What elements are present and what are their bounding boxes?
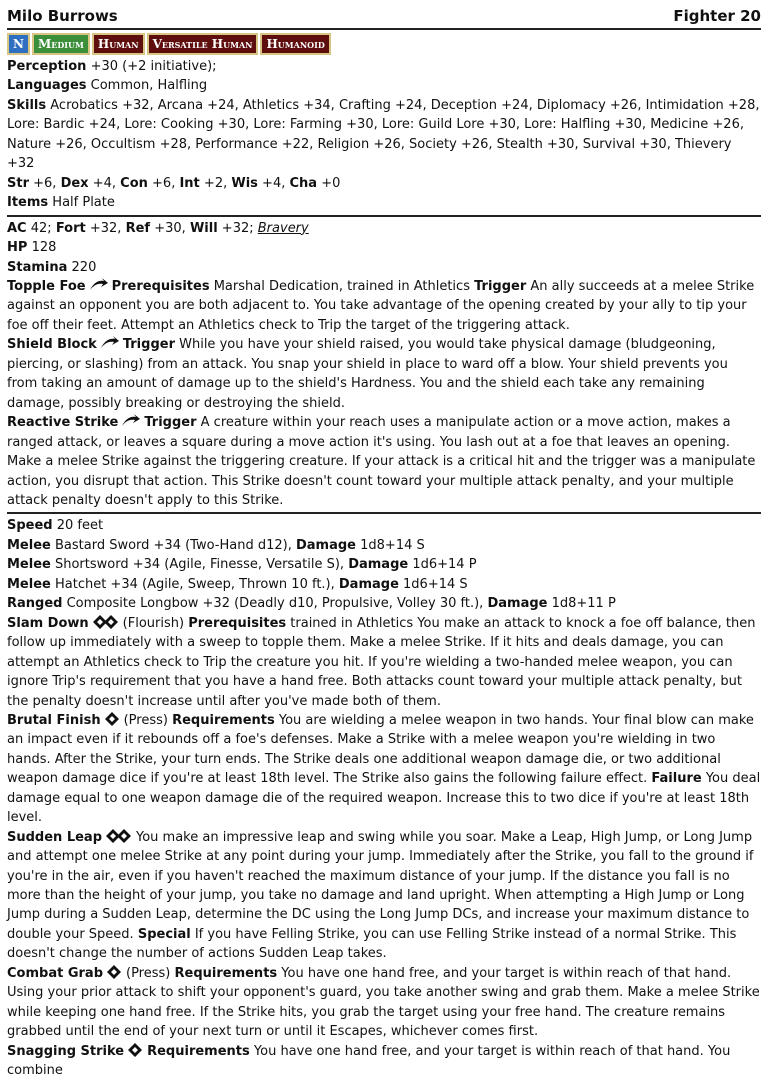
attack-line <box>7 594 761 613</box>
ability-keyword: Requirements <box>174 965 278 981</box>
ability-text: If you have Felling Strike, you can use Felling Strike instead of a normal Strike. This doesn't change the number of actions Sudden Leap takes. <box>7 926 737 962</box>
trait-alignment[interactable]: N <box>7 33 30 55</box>
one-action-icon <box>127 1042 144 1058</box>
ability-text: (Flourish) <box>122 615 189 631</box>
creature-name: Milo Burrows <box>7 7 118 25</box>
attack-text: Shortsword +34 (Agile, Finesse, Versatile S), <box>50 557 349 573</box>
attack-kind: Melee <box>7 576 51 592</box>
title-bar <box>7 6 761 30</box>
languages-line: Languages Common, Halfling <box>7 78 208 94</box>
ability-name: Combat Grab <box>7 965 103 981</box>
ability-text: A creature within your reach uses a manipulate action or a move action, makes a ranged attack, or leaves a square during a move action it's using. You lash out at a foe that leaves an opening. Make a melee Strike against the triggering creature. If your attack is a critical hit and the trigger was a manipulate action, you disrupt that action. This Strike doesn't count toward your multiple attack penalty, and your multiple attack penalty doesn't apply to this Strike. <box>7 415 756 508</box>
ability-text: You deal damage equal to one weapon damage die of the required weapon. Increase this to two dice if you're at least 18th level. <box>7 771 761 826</box>
stamina-line: Stamina 220 <box>7 259 97 275</box>
ability-sudden-leap <box>7 828 761 964</box>
attack-line <box>7 575 761 594</box>
damage-label: Damage <box>338 576 399 592</box>
ability-keyword: Failure <box>651 771 702 787</box>
action-list <box>7 614 761 1081</box>
attack-line <box>7 555 761 574</box>
attack-line <box>7 536 761 555</box>
ability-keyword: Trigger <box>474 278 527 294</box>
ability-shield-block <box>7 335 761 413</box>
trait-versatile-human[interactable]: Versatile Human <box>147 33 259 55</box>
damage-value: 1d8+14 S <box>356 537 425 553</box>
ability-text: trained in Athletics You make an attack to knock a foe off balance, then follow up immediately with a sweep to topple them. Make a melee Strike. If it hits and deals damage, you can attempt an Athletics check to Trip the creature you hit. If you're wielding a two-handed melee weapon, you can ignore Trip's requirement that you have a hand free. Both attacks count toward your multiple attack penalty, but the penalty doesn't increase until after you've made both of them. <box>7 615 756 709</box>
ability-text: An ally succeeds at a melee Strike against an opponent you are both adjacent to. You take advantage of the opening created by your ally to tip your foe off their feet. Attempt an Athletics check to Trip the target of the triggering attack. <box>7 278 755 333</box>
ability-keyword: Trigger <box>122 337 175 353</box>
items-line: Items Half Plate <box>7 195 115 211</box>
ability-name: Brutal Finish <box>7 712 101 728</box>
bravery-link[interactable]: Bravery <box>257 220 309 236</box>
attack-kind: Melee <box>7 537 51 553</box>
ability-reactive-strike <box>7 413 761 510</box>
ability-brutal-finish <box>7 711 761 828</box>
ability-keyword: Requirements <box>147 1043 250 1059</box>
ability-name: Slam Down <box>7 615 89 631</box>
reaction-icon <box>89 277 109 293</box>
trait-humanoid[interactable]: Humanoid <box>260 33 330 55</box>
attack-text: Composite Longbow +32 (Deadly d10, Propulsive, Volley 30 ft.), <box>62 596 488 612</box>
one-action-icon <box>104 711 121 727</box>
attack-kind: Ranged <box>7 596 63 612</box>
skills-line: Skills Acrobatics +32, Arcana +24, Athletics +34, Crafting +24, Deception +24, Diplomacy +26, Intimidation +28, Lore: Bardic +24, Lore: Cooking +30, Lore: Farming +30, Lore: Guild Lore +30, Lore: Halfling +30, Medicine +26, Nature +26, Occultism +28, Performance +22, Religion +26, Society +26, Stealth +30, Survival +30, Thievery +32 <box>7 97 760 172</box>
damage-label: Damage <box>487 596 548 612</box>
ability-name: Snagging Strike <box>7 1043 125 1059</box>
ability-text: Marshal Dedication, trained in Athletics <box>209 278 475 294</box>
reaction-icon <box>100 335 120 351</box>
defense-line: AC 42; Fort +32, Ref +30, Will +32; Bravery <box>7 220 309 236</box>
ability-keyword: Special <box>137 926 191 942</box>
ability-name: Sudden Leap <box>7 829 103 845</box>
ability-snagging-strike <box>7 1042 761 1081</box>
damage-label: Damage <box>348 557 409 573</box>
ability-slam-down <box>7 614 761 711</box>
damage-value: 1d6+14 S <box>398 576 468 592</box>
reaction-icon <box>121 413 141 429</box>
ability-combat-grab <box>7 964 761 1042</box>
damage-label: Damage <box>295 537 356 553</box>
ability-name: Reactive Strike <box>7 415 119 431</box>
ability-name: Shield Block <box>7 337 97 353</box>
ability-keyword: Prerequisites <box>188 615 287 631</box>
trait-list <box>7 33 761 55</box>
two-actions-icon <box>105 828 133 844</box>
hp-line: HP 128 <box>7 240 57 256</box>
attack-text: Bastard Sword +34 (Two-Hand d12), <box>50 537 296 553</box>
attack-text: Hatchet +34 (Agile, Sweep, Thrown 10 ft.), <box>50 576 339 592</box>
speed-line: Speed 20 feet <box>7 518 104 534</box>
damage-value: 1d8+11 P <box>547 596 616 612</box>
ability-name: Topple Foe <box>7 278 86 294</box>
ability-text: (Press) <box>126 965 175 981</box>
ability-text: While you have your shield raised, you would take physical damage (bludgeoning, piercing, or slashing) from an attack. You snap your shield in place to ward off a blow. Your shield prevents you from taking an amount of damage up to the shield's Hardness. You and the shield each take any remaining damage, possibly breaking or destroying the shield. <box>7 337 728 411</box>
attack-list <box>7 536 761 614</box>
attack-kind: Melee <box>7 557 51 573</box>
ability-topple-foe <box>7 277 761 335</box>
ability-text: You make an impressive leap and swing while you soar. Make a Leap, High Jump, or Long Jump and attempt one melee Strike at any point during your jump. Immediately after the Strike, you fall to the ground if you're in the air, even if you haven't reached the maximum distance of your jump. If the distance you fall is no more than the height of your jump, you take no damage and land upright. When attempting a High Jump or Long Jump during a Sudden Leap, determine the DC using the Long Jump DCs, and increase your maximum distance to double your Speed. <box>7 829 754 942</box>
perception-line: Perception +30 (+2 initiative); <box>7 59 217 74</box>
divider <box>7 512 761 514</box>
trait-size[interactable]: Medium <box>32 33 90 55</box>
reaction-list <box>7 277 761 510</box>
damage-value: 1d6+14 P <box>408 557 477 573</box>
two-actions-icon <box>92 614 120 630</box>
one-action-icon <box>106 964 123 980</box>
ability-keyword: Trigger <box>144 415 197 431</box>
ability-text: You are wielding a melee weapon in two hands. Your final blow can make an impact even if it rebounds off a foe's defenses. Make a Strike with a melee weapon you're wielding in two hands. After the Strike, your turn ends. The Strike deals one additional weapon damage die, or two additional weapon damage dice if you're at least 18th level. The Strike also gains the following failure effect. <box>7 712 754 787</box>
ability-text: (Press) <box>123 712 173 728</box>
ability-keyword: Prerequisites <box>111 278 210 294</box>
trait-human[interactable]: Human <box>92 33 145 55</box>
ability-text: You have one hand free, and your target is within reach of that hand. Using your prior attack to shift your opponent's guard, you take another swing and grab them. Make a melee Strike while keeping one hand free. If the Strike hits, you grab the target using your free hand. The creature remains grabbed until the end of your next turn or until it Escapes, whichever comes first. <box>7 965 760 1040</box>
ability-keyword: Requirements <box>172 712 275 728</box>
creature-level: Fighter 20 <box>673 7 761 25</box>
abilities-line: Str +6, Dex +4, Con +6, Int +2, Wis +4, Cha +0 <box>7 175 341 191</box>
divider <box>7 215 761 217</box>
ability-text: You have one hand free, and your target is within reach of that hand. You combine <box>7 1043 731 1079</box>
